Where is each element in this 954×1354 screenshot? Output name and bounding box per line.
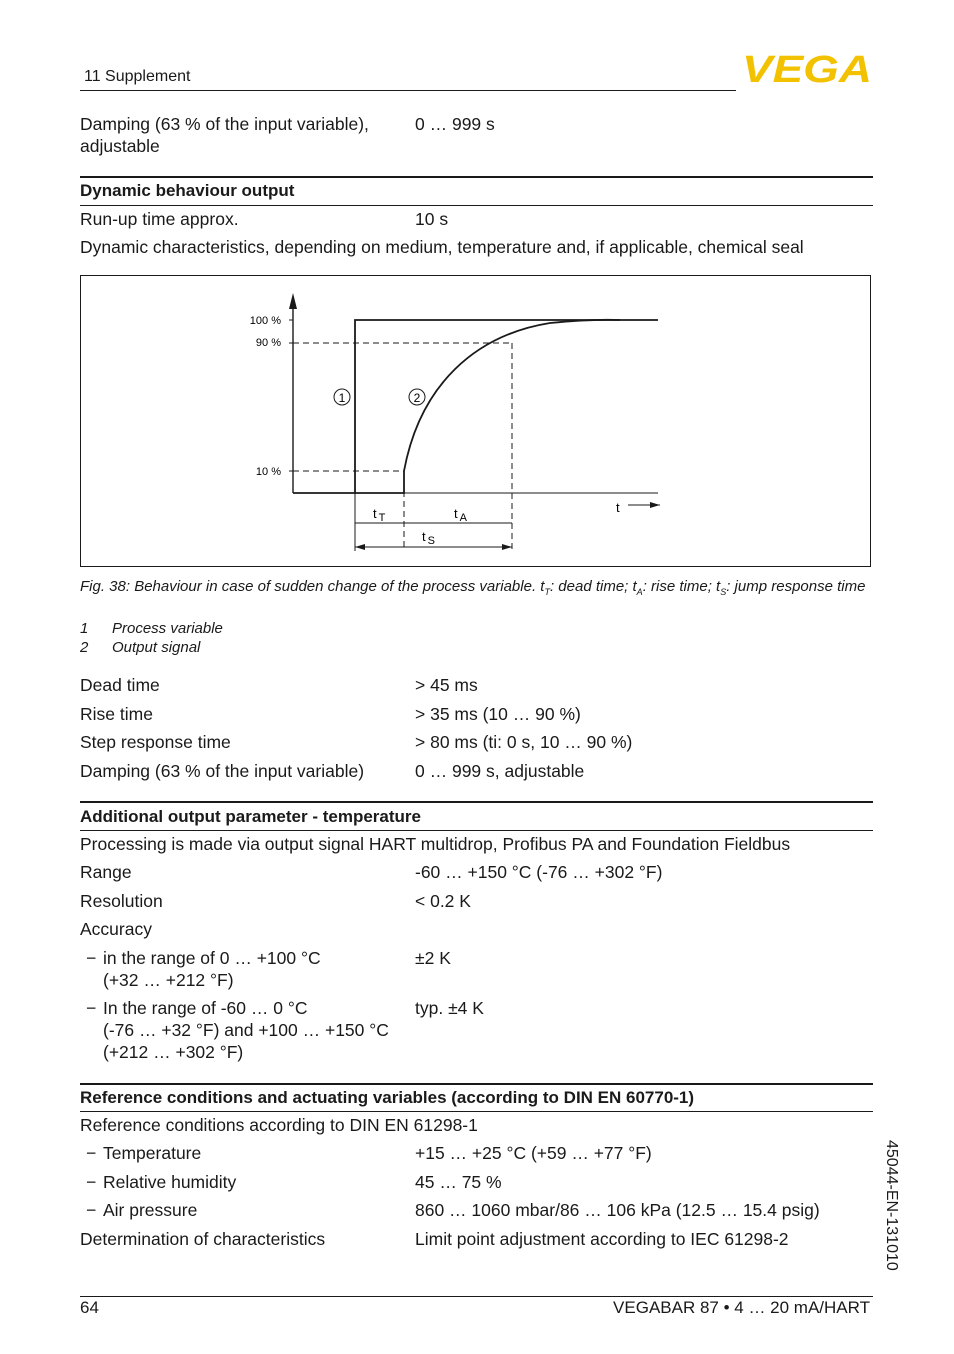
list-dash: − [86, 998, 97, 1018]
legend-num-2: 2 [80, 639, 89, 656]
figure-caption: Fig. 38: Behaviour in case of sudden change of the process variable. $t_T$: dead time; $t_A$: rise time; $t_S$: jump response time [80, 578, 866, 597]
accuracy-label: Accuracy [80, 919, 152, 939]
additional-section-title: Additional output parameter - temperature [80, 807, 421, 826]
footer-rule [80, 1296, 873, 1297]
range-label: Range [80, 862, 132, 882]
dead-time-value: > 45 ms [415, 675, 478, 695]
accuracy-range2-value: typ. ±4 K [415, 998, 484, 1018]
dynamic-section-title: Dynamic behaviour output [80, 181, 295, 200]
range-value: -60 … +150 °C (-76 … +302 °F) [415, 862, 663, 882]
section-rule-top [80, 176, 873, 178]
air-pressure-value: 860 … 1060 mbar/86 … 106 kPa (12.5 … 15.4 psig) [415, 1200, 820, 1220]
section-rule-bottom [80, 830, 873, 831]
accuracy-range1-value: ±2 K [415, 948, 451, 968]
air-pressure-label: Air pressure [103, 1200, 198, 1220]
vega-logo-text: VEGA [742, 52, 872, 86]
runup-value: 10 s [415, 209, 449, 229]
marker-1-label: 1 [338, 391, 346, 405]
response-diagram [80, 275, 871, 567]
header-rule [80, 90, 736, 91]
rise-time-value: > 35 ms (10 … 90 %) [415, 704, 581, 724]
marker-2-label: 2 [413, 391, 421, 405]
resolution-label: Resolution [80, 891, 163, 911]
dim-ts-arrow-left [355, 544, 365, 550]
runup-label: Run-up time approx. [80, 209, 239, 229]
section-rule-top [80, 1083, 873, 1085]
process-variable-curve [293, 320, 658, 493]
dead-time-label: Dead time [80, 675, 160, 695]
y-label-90: 90 % [255, 337, 281, 349]
rise-time-label: Rise time [80, 704, 153, 724]
legend-text-1: Process variable [112, 620, 223, 637]
dim-ts-arrow-right [502, 544, 512, 550]
section-rule-top [80, 801, 873, 803]
vega-logo [742, 52, 874, 86]
t-axis-arrowhead [650, 502, 660, 508]
damping-top-label: Damping (63 % of the input variable), adjustable [80, 114, 369, 156]
determination-label: Determination of characteristics [80, 1229, 326, 1249]
damping-top-value: 0 … 999 s [415, 114, 495, 134]
step-response-value: > 80 ms (ti: 0 s, 10 … 90 %) [415, 732, 633, 752]
legend-text-2: Output signal [112, 639, 201, 656]
t-axis-label: t [616, 500, 620, 515]
reference-section-title: Reference conditions and actuating variables (according to DIN EN 60770-1) [80, 1088, 695, 1107]
step-response-label: Step response time [80, 732, 231, 752]
determination-value: Limit point adjustment according to IEC 61298-2 [415, 1229, 789, 1249]
list-dash: − [86, 948, 97, 968]
temperature-value: +15 … +25 °C (+59 … +77 °F) [415, 1143, 652, 1163]
humidity-label: Relative humidity [103, 1172, 237, 1192]
section-header: 11 Supplement [84, 68, 191, 85]
humidity-value: 45 … 75 % [415, 1172, 502, 1192]
document-id: 45044-EN-131010 [883, 1140, 900, 1271]
label-tt: t $_T$ [373, 506, 386, 524]
section-rule-bottom [80, 1111, 873, 1112]
accuracy-range2-label: In the range of -60 … 0 °C (-76 … +32 °F) and +100 … +150 °C (+212 … +302 °F) [103, 998, 389, 1062]
resolution-value: < 0.2 K [415, 891, 471, 911]
y-label-100: 100 % [249, 315, 281, 327]
legend-num-1: 1 [80, 620, 89, 637]
list-dash: − [86, 1143, 97, 1163]
product-name: VEGABAR 87 • 4 … 20 mA/HART [613, 1298, 870, 1317]
damping-label: Damping (63 % of the input variable) [80, 761, 365, 781]
accuracy-range1-label: in the range of 0 … +100 °C (+32 … +212 °F) [103, 948, 321, 990]
label-ts: t $_S$ [422, 529, 435, 547]
output-signal-curve [355, 320, 620, 493]
list-dash: − [86, 1200, 97, 1220]
y-label-10: 10 % [255, 466, 281, 478]
dynamic-characteristics-text: Dynamic characteristics, depending on medium, temperature and, if applicable, chemical seal [80, 237, 804, 257]
page-number: 64 [80, 1298, 99, 1317]
label-ta: t $_A$ [454, 506, 467, 524]
processing-text: Processing is made via output signal HART multidrop, Profibus PA and Foundation Fieldbus [80, 834, 791, 854]
section-rule-bottom [80, 205, 873, 206]
temperature-label: Temperature [103, 1143, 202, 1163]
reference-intro: Reference conditions according to DIN EN 61298-1 [80, 1115, 478, 1135]
damping-value: 0 … 999 s, adjustable [415, 761, 585, 781]
list-dash: − [86, 1172, 97, 1192]
y-axis-arrow [289, 293, 297, 309]
